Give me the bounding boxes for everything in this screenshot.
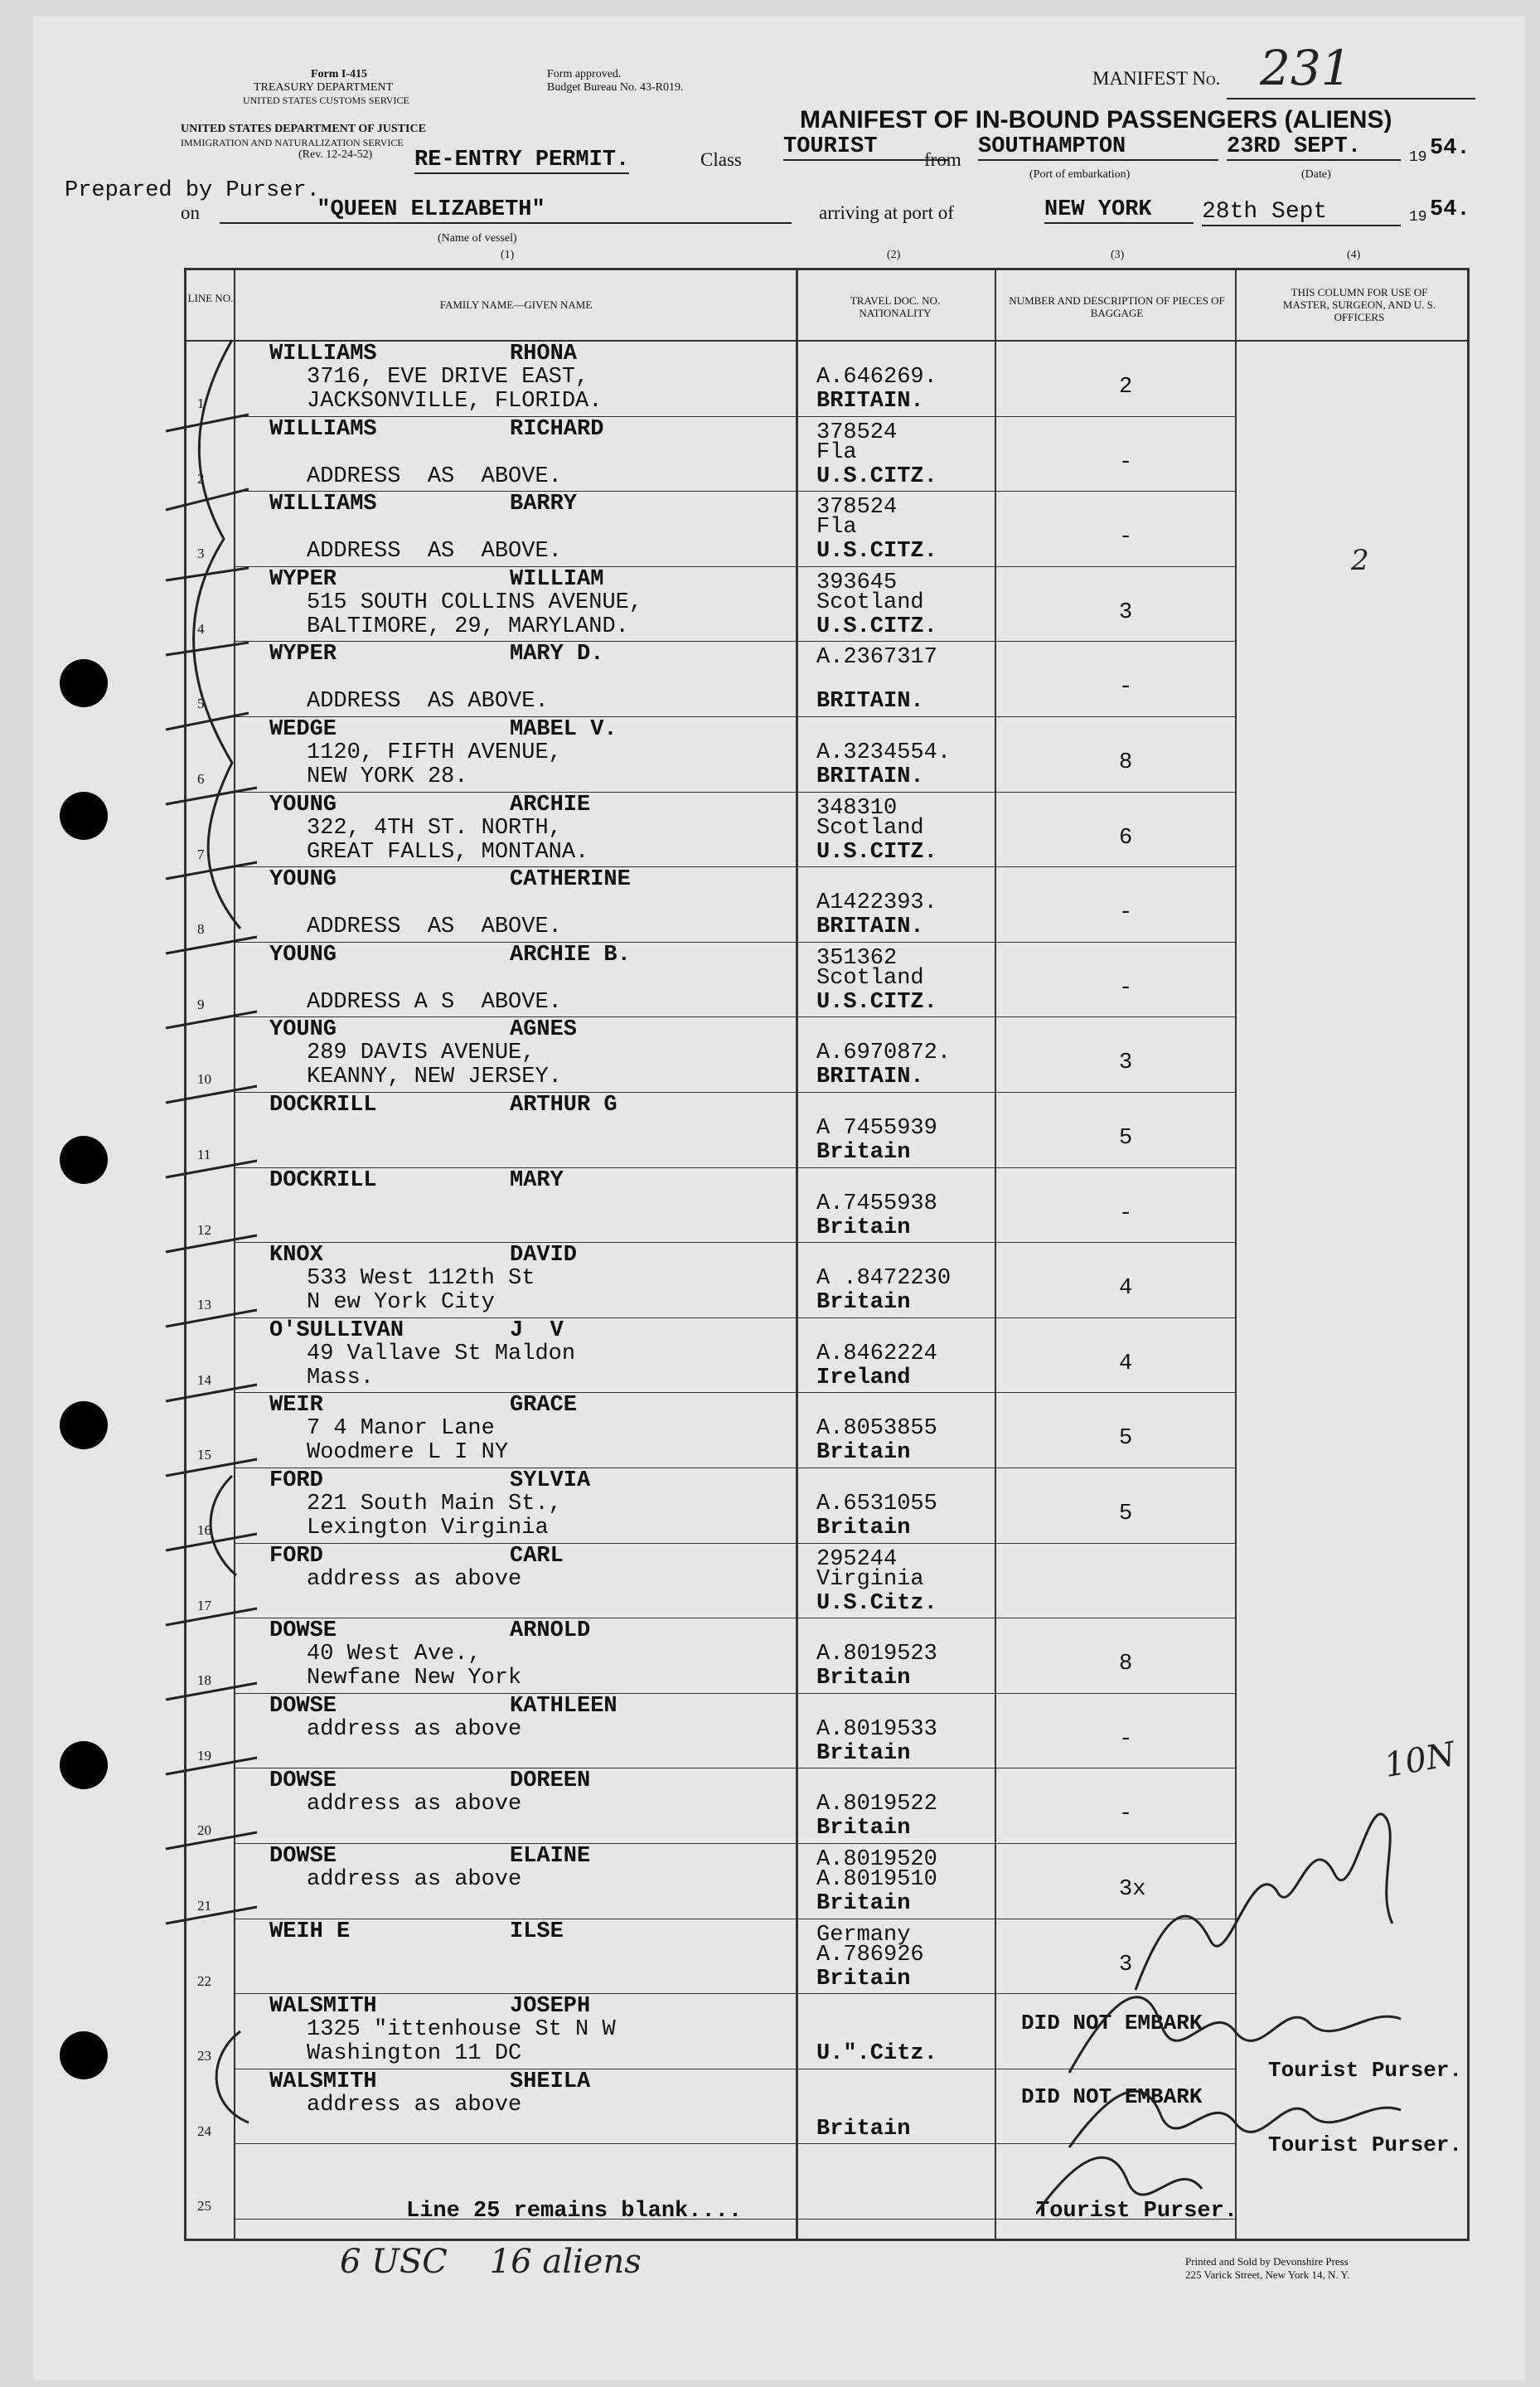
on-label: on: [181, 202, 200, 223]
nationality: U.S.CITZ.: [816, 614, 937, 639]
row-divider: [234, 866, 1235, 867]
baggage-count: 5: [1119, 1426, 1133, 1452]
passenger-given-name: DOREEN: [510, 1768, 591, 1794]
nationality: Britain: [816, 1966, 911, 1992]
side-note: 10N: [1381, 1734, 1459, 1786]
passenger-given-name: AGNES: [510, 1017, 578, 1043]
passenger-address-2: ADDRESS AS ABOVE.: [307, 539, 562, 565]
row-divider: [234, 792, 1235, 793]
passenger-given-name: SYLVIA: [510, 1468, 591, 1493]
nationality: U.S.CITZ.: [816, 539, 937, 565]
row-divider: [234, 1167, 1235, 1168]
row-line-number: 24: [197, 2123, 211, 2139]
row-line-number: 20: [197, 1822, 211, 1839]
row-line-number: 1: [197, 395, 205, 411]
travel-doc-2: A .8472230: [816, 1266, 952, 1292]
class-value: TOURIST: [783, 134, 949, 161]
passenger-given-name: KATHLEEN: [510, 1693, 617, 1719]
passenger-address-1: address as above: [307, 1867, 522, 1892]
passenger-address-1: 322, 4TH ST. NORTH,: [307, 815, 562, 841]
nationality: Britain: [816, 1666, 911, 1691]
class-label: Class: [700, 149, 742, 170]
date-caption: (Date): [1301, 168, 1331, 181]
travel-doc-2: A.8462224: [816, 1341, 937, 1366]
revision-date: (Rev. 12-24-52): [298, 148, 373, 161]
did-not-embark-1: DID NOT EMBARK: [1021, 2011, 1203, 2035]
travel-doc-1: 295244: [816, 1546, 898, 1572]
arrival-date: 28th Sept: [1202, 199, 1401, 226]
nationality: BRITAIN.: [816, 764, 924, 789]
travel-doc-1: Germany: [816, 1922, 911, 1948]
passenger-given-name: J V: [510, 1317, 564, 1343]
row-divider: [234, 1693, 1235, 1694]
table-border-right: [1467, 268, 1470, 2241]
passenger-address-1: 221 South Main St.,: [307, 1492, 562, 1516]
nationality: BRITAIN.: [816, 1065, 924, 1090]
binder-hole: [60, 1401, 108, 1449]
passenger-family-name: YOUNG: [269, 1017, 337, 1043]
passenger-given-name: ARCHIE: [510, 792, 591, 817]
baggage-count: 3: [1119, 1050, 1133, 1076]
baggage-count: 2: [1119, 375, 1133, 400]
row-line-number: 12: [197, 1221, 211, 1238]
form-approved: Form approved.: [547, 68, 622, 80]
baggage-count: 3x: [1119, 1877, 1146, 1902]
baggage-count: -: [1119, 900, 1133, 926]
row-line-number: 16: [197, 1522, 211, 1538]
manifest-no-label: MANIFEST No.: [1092, 68, 1221, 89]
col-header-line-no: LINE NO.: [187, 292, 234, 304]
departure-date: 23RD SEPT.: [1227, 134, 1401, 161]
travel-doc-2: A.6531055: [816, 1492, 937, 1516]
row-line-number: 9: [197, 996, 205, 1012]
row-line-number: 18: [197, 1672, 211, 1689]
arriving-label: arriving at port of: [819, 202, 954, 223]
nationality: U.".Citz.: [816, 2041, 937, 2067]
passenger-family-name: WEIR: [269, 1393, 323, 1419]
passenger-family-name: WEDGE: [269, 717, 337, 742]
checkmark-bracket-icon: [149, 332, 282, 2239]
passenger-given-name: ARTHUR G: [510, 1093, 617, 1118]
row-divider: [234, 566, 1235, 567]
nationality: Britain: [816, 1215, 911, 1240]
passenger-address-2: N ew York City: [307, 1290, 495, 1316]
passenger-address-2: KEANNY, NEW JERSEY.: [307, 1065, 562, 1090]
nationality: Ireland: [816, 1365, 911, 1390]
passenger-address-2: NEW YORK 28.: [307, 764, 468, 789]
passenger-address-1: address as above: [307, 1566, 522, 1592]
passenger-family-name: WILLIAMS: [269, 342, 377, 366]
row-line-number: 23: [197, 2048, 211, 2064]
passenger-address-2: Lexington Virginia: [307, 1516, 549, 1540]
passenger-given-name: WILLIAM: [510, 566, 604, 592]
passenger-family-name: WYPER: [269, 642, 337, 667]
passenger-family-name: DOWSE: [269, 1693, 337, 1719]
col-header-baggage: NUMBER AND DESCRIPTION OF PIECES OF BAGGAGE: [1009, 294, 1225, 319]
from-label: from: [924, 149, 961, 170]
manifest-no-underline: [1227, 98, 1475, 99]
col-divider-name: [796, 268, 798, 2241]
row-line-number: 3: [197, 546, 205, 562]
form-number: Form I-415: [311, 68, 368, 80]
baggage-count: 5: [1119, 1126, 1133, 1151]
passenger-address-1: 533 West 112th St: [307, 1266, 535, 1292]
vessel-caption: (Name of vessel): [438, 232, 517, 245]
col4-caption: (4): [1347, 249, 1361, 261]
travel-doc-2: A.6970872.: [816, 1041, 952, 1066]
row-line-number: 25: [197, 2198, 211, 2215]
passenger-address-2: Mass.: [307, 1365, 375, 1390]
travel-doc-1: A.2367317: [816, 645, 937, 671]
travel-doc-1: 378524: [816, 495, 898, 521]
nationality: BRITAIN.: [816, 689, 924, 715]
travel-doc-2: A.8019533: [816, 1716, 937, 1742]
row-divider: [234, 1392, 1235, 1393]
passenger-address-1: 1120, FIFTH AVENUE,: [307, 740, 562, 765]
passenger-family-name: DOCKRILL: [269, 1167, 377, 1193]
col2-caption: (2): [887, 249, 901, 261]
passenger-given-name: SHEILA: [510, 2069, 591, 2094]
col-header-name: FAMILY NAME—GIVEN NAME: [439, 298, 593, 311]
passenger-address-2: ADDRESS AS ABOVE.: [307, 915, 562, 940]
nationality: U.S.CITZ.: [816, 463, 937, 489]
justice-dept: UNITED STATES DEPARTMENT OF JUSTICE: [181, 123, 426, 135]
passenger-given-name: RICHARD: [510, 416, 604, 442]
passenger-family-name: YOUNG: [269, 867, 337, 893]
nationality: Britain: [816, 1516, 911, 1540]
travel-doc-1: A.8019520: [816, 1847, 937, 1872]
travel-doc-1: 393645: [816, 570, 898, 595]
row-line-number: 2: [197, 470, 205, 487]
baggage-count: 8: [1119, 1652, 1133, 1677]
printer-line-1: Printed and Sold by Devonshire Press: [1185, 2255, 1349, 2268]
handwritten-totals: 6 USC 16 aliens: [340, 2243, 642, 2281]
row-line-number: 11: [197, 1147, 211, 1162]
passenger-address-1: 49 Vallave St Maldon: [307, 1341, 576, 1366]
baggage-count: 6: [1119, 825, 1133, 851]
row-line-number: 6: [197, 771, 205, 787]
travel-doc-2: A 7455939: [816, 1116, 937, 1141]
col-header-travel: TRAVEL DOC. NO. NATIONALITY: [850, 294, 941, 319]
passenger-given-name: ARNOLD: [510, 1618, 591, 1644]
col1-caption: (1): [501, 249, 515, 261]
travel-doc-2: A.7455938: [816, 1191, 937, 1216]
nationality: Britain: [816, 1816, 911, 1841]
nationality: BRITAIN.: [816, 389, 924, 414]
nationality: U.S.CITZ.: [816, 839, 937, 865]
passenger-given-name: RHONA: [510, 342, 578, 366]
baggage-count: 3: [1119, 599, 1133, 625]
passenger-address-1: 7 4 Manor Lane: [307, 1416, 495, 1442]
tourist-purser-3: Tourist Purser.: [1036, 2199, 1238, 2224]
baggage-count: -: [1119, 1201, 1133, 1226]
passenger-given-name: ELAINE: [510, 1844, 591, 1869]
customs-service: UNITED STATES CUSTOMS SERVICE: [243, 95, 409, 106]
passenger-given-name: BARRY: [510, 492, 578, 517]
passenger-family-name: YOUNG: [269, 792, 337, 817]
passenger-address-1: 289 DAVIS AVENUE,: [307, 1041, 535, 1066]
travel-doc-2: A.646269.: [816, 365, 937, 390]
baggage-count: 4: [1119, 1351, 1133, 1376]
nationality: Britain: [816, 2116, 911, 2142]
prepared-by: Prepared by Purser.: [65, 178, 320, 203]
binder-hole: [60, 1136, 108, 1184]
passenger-address-2: JACKSONVILLE, FLORIDA.: [307, 389, 603, 414]
passenger-family-name: O'SULLIVAN: [269, 1317, 404, 1343]
travel-doc-2: A.3234554.: [816, 740, 952, 765]
row-line-number: 17: [197, 1597, 211, 1613]
passenger-given-name: JOSEPH: [510, 1994, 591, 2020]
nationality: Britain: [816, 1891, 911, 1916]
from-caption: (Port of embarkation): [1029, 168, 1131, 181]
passenger-given-name: GRACE: [510, 1393, 578, 1419]
arrival-port: NEW YORK: [1044, 197, 1194, 224]
binder-hole: [60, 659, 108, 707]
travel-doc-2: Fla: [816, 515, 857, 541]
passenger-address-1: 3716, EVE DRIVE EAST,: [307, 365, 589, 390]
tourist-purser-1: Tourist Purser.: [1268, 2058, 1463, 2083]
nationality: Britain: [816, 1290, 911, 1316]
passenger-family-name: DOWSE: [269, 1618, 337, 1644]
col-divider-travel: [995, 268, 996, 2241]
manifest-number: 231: [1260, 40, 1352, 96]
travel-doc-2: A.786926: [816, 1942, 924, 1967]
passenger-address-1: address as above: [307, 1716, 522, 1742]
travel-doc-2: Fla: [816, 439, 857, 465]
baggage-count: 5: [1119, 1502, 1133, 1526]
passenger-address-1: address as above: [307, 2092, 522, 2118]
travel-doc-2: Scotland: [816, 965, 924, 991]
row-line-number: 8: [197, 921, 205, 938]
nationality: U.S.Citz.: [816, 1590, 937, 1616]
passenger-given-name: MABEL V.: [510, 717, 617, 742]
passenger-address-1: 1325 "ittenhouse St N W: [307, 2017, 616, 2043]
travel-doc-2: A.8053855: [816, 1416, 937, 1442]
row-line-number: 14: [197, 1371, 211, 1388]
travel-doc-2: Scotland: [816, 589, 924, 615]
baggage-count: 8: [1119, 750, 1133, 775]
row-divider: [234, 416, 1235, 417]
passenger-address-1: 40 West Ave.,: [307, 1642, 482, 1667]
passenger-given-name: MARY D.: [510, 642, 604, 667]
row-divider: [234, 1543, 1235, 1544]
passenger-address-2: BALTIMORE, 29, MARYLAND.: [307, 614, 629, 639]
passenger-address-2: ADDRESS A S ABOVE.: [307, 989, 562, 1015]
document-title: MANIFEST OF IN-BOUND PASSENGERS (ALIENS): [800, 106, 1392, 133]
binder-hole: [60, 1741, 108, 1789]
row-line-number: 7: [197, 846, 205, 862]
passenger-family-name: YOUNG: [269, 942, 337, 968]
passenger-family-name: WYPER: [269, 566, 337, 592]
nationality: U.S.CITZ.: [816, 989, 937, 1015]
travel-doc-2: A.8019523: [816, 1642, 937, 1667]
passenger-address-2: ADDRESS AS ABOVE.: [307, 463, 562, 489]
printer-line-2: 225 Varick Street, New York 14, N. Y.: [1185, 2268, 1350, 2281]
row-line-number: 13: [197, 1297, 211, 1313]
passenger-family-name: DOCKRILL: [269, 1093, 377, 1118]
baggage-count: -: [1119, 449, 1133, 475]
nationality: Britain: [816, 1440, 911, 1466]
row-divider: [234, 1016, 1235, 1017]
arrival-year: 54.: [1430, 197, 1470, 222]
row-line-number: 21: [197, 1898, 211, 1914]
passenger-given-name: CATHERINE: [510, 867, 631, 893]
passenger-family-name: WALSMITH: [269, 2069, 377, 2094]
passenger-family-name: WILLIAMS: [269, 416, 377, 442]
col3-caption: (3): [1111, 249, 1125, 261]
from-value: SOUTHAMPTON: [978, 134, 1218, 161]
baggage-count: -: [1119, 525, 1133, 551]
row-divider: [234, 716, 1235, 717]
row-line-number: 10: [197, 1071, 211, 1088]
passenger-given-name: DAVID: [510, 1243, 578, 1269]
binder-hole: [60, 792, 108, 840]
row-line-number: 15: [197, 1447, 211, 1463]
treasury-dept: TREASURY DEPARTMENT: [254, 81, 394, 94]
nationality: BRITAIN.: [816, 915, 924, 940]
table-border-top: [184, 268, 1469, 270]
row-line-number: 22: [197, 1972, 211, 1989]
travel-doc-2: A1422393.: [816, 890, 937, 916]
year-prefix-2: 19: [1409, 209, 1427, 226]
passenger-given-name: CARL: [510, 1543, 564, 1569]
travel-doc-1: 378524: [816, 420, 898, 445]
travel-doc-1: 348310: [816, 795, 898, 821]
row-divider: [234, 942, 1235, 943]
baggage-count: -: [1119, 1726, 1133, 1752]
passenger-family-name: WALSMITH: [269, 1994, 377, 2020]
baggage-count: -: [1119, 1802, 1133, 1827]
purser-signature-icon: [1036, 1725, 1434, 2222]
passenger-address-2: Newfane New York: [307, 1666, 522, 1691]
passenger-given-name: ARCHIE B.: [510, 942, 631, 968]
row-line-number: 19: [197, 1747, 211, 1764]
baggage-count: 3: [1119, 1952, 1133, 1977]
passenger-address-2: ADDRESS AS ABOVE.: [307, 689, 549, 715]
baggage-count: -: [1119, 675, 1133, 701]
row-divider: [234, 1242, 1235, 1243]
row-line-number: 5: [197, 696, 205, 712]
passenger-address-1: 515 SOUTH COLLINS AVENUE,: [307, 589, 643, 615]
nationality: Britain: [816, 1740, 911, 1766]
row-divider: [234, 641, 1235, 642]
travel-doc-2: A.8019510: [816, 1867, 937, 1892]
row-line-number: 4: [197, 620, 205, 637]
passenger-family-name: WEIH E: [269, 1919, 351, 1944]
reentry-permit: RE-ENTRY PERMIT.: [414, 148, 630, 172]
year-prefix-1: 19: [1409, 149, 1427, 166]
line25-note: Line 25 remains blank....: [406, 2199, 743, 2224]
passenger-family-name: DOWSE: [269, 1768, 337, 1794]
budget-bureau: Budget Bureau No. 43-R019.: [547, 81, 684, 94]
passenger-family-name: DOWSE: [269, 1844, 337, 1869]
passenger-family-name: KNOX: [269, 1243, 323, 1269]
travel-doc-2: A.8019522: [816, 1792, 937, 1817]
travel-doc-1: 351362: [816, 945, 898, 971]
passenger-address-2: GREAT FALLS, MONTANA.: [307, 839, 589, 865]
passenger-family-name: FORD: [269, 1468, 323, 1493]
passenger-given-name: MARY: [510, 1167, 564, 1193]
vessel-name: "QUEEN ELIZABETH": [220, 197, 792, 224]
row-divider: [234, 1092, 1235, 1093]
travel-doc-2: Virginia: [816, 1566, 924, 1592]
passenger-family-name: WILLIAMS: [269, 492, 377, 517]
row-divider: [234, 491, 1235, 492]
passenger-family-name: FORD: [269, 1543, 323, 1569]
baggage-count: -: [1119, 975, 1133, 1001]
passenger-given-name: ILSE: [510, 1919, 564, 1944]
col-header-officers: THIS COLUMN FOR USE OF MASTER, SURGEON, AND U. S. OFFICERS: [1282, 286, 1436, 323]
binder-hole: [60, 2031, 108, 2079]
departure-year: 54.: [1430, 136, 1470, 161]
nationality: Britain: [816, 1140, 911, 1165]
immigration-service: IMMIGRATION AND NATURALIZATION SERVICE: [181, 137, 404, 148]
margin-mark: 2: [1351, 544, 1369, 577]
passenger-address-1: address as above: [307, 1792, 522, 1817]
passenger-address-2: Woodmere L I NY: [307, 1440, 509, 1466]
travel-doc-2: Scotland: [816, 815, 924, 841]
baggage-count: 4: [1119, 1276, 1133, 1302]
did-not-embark-2: DID NOT EMBARK: [1021, 2084, 1203, 2109]
passenger-address-2: Washington 11 DC: [307, 2041, 522, 2067]
table-border-bottom: [184, 2239, 1469, 2241]
tourist-purser-2: Tourist Purser.: [1268, 2132, 1463, 2157]
